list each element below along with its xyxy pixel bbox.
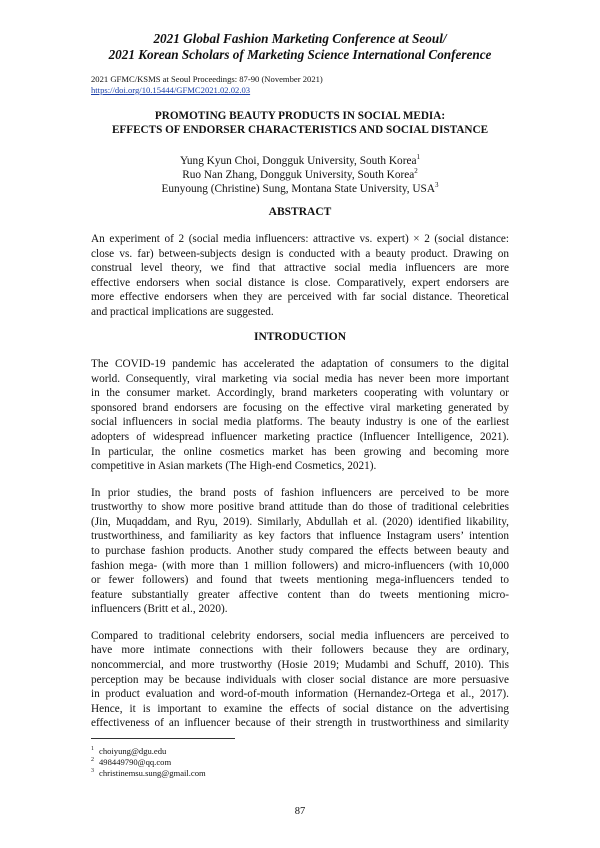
paper-title-line-1: PROMOTING BEAUTY PRODUCTS IN SOCIAL MEDIA: bbox=[154, 110, 446, 122]
introduction-heading: INTRODUCTION bbox=[253, 331, 346, 343]
intro-line: competitive in Asian markets (The High-end Cosmetics, 2021). bbox=[91, 460, 377, 472]
abstract-heading: ABSTRACT bbox=[268, 206, 332, 218]
abstract-line: more effective endorsers when they are perceived with far social distance. Theoretical bbox=[91, 291, 509, 303]
author-line: Eunyoung (Christine) Sung, Montana State University, USA$^3$ bbox=[161, 181, 439, 195]
abstract-line: construal level theory, we find that attractive social media influencers are more bbox=[91, 262, 509, 274]
intro-line: effectiveness of an influencer because of their strength in trustworthiness and similarity bbox=[91, 717, 509, 729]
intro-line: feature substantially greater affective content than do tweets mentioning micro- bbox=[91, 589, 509, 601]
intro-line: trustworthiness, and familiarity as key factors that influence Instagram users’ intention bbox=[91, 530, 509, 542]
intro-line: Compared to traditional celebrity endorsers, social media influencers are perceived to bbox=[91, 630, 509, 642]
footnote-divider bbox=[91, 738, 235, 739]
intro-line: trustworthy to show more positive brand attitude than do those of traditional celebrities bbox=[91, 501, 509, 513]
intro-line: noncommercial, and more trustworthy (Hosie 2019; Mudambi and Schuff, 2010). This bbox=[91, 659, 509, 671]
abstract-line: close vs. far) between-subjects design is conducted with a beauty product. Drawing on bbox=[91, 248, 509, 260]
abstract-line: effective endorsers when social distance is close. Comparatively, expert endorsers are bbox=[91, 277, 509, 289]
proceedings-info: 2021 GFMC/KSMS at Seoul Proceedings: 87-90 (November 2021) bbox=[91, 74, 323, 84]
intro-line: fashion mega- (with more than 1 million followers) and micro-influencers (with 10,000 bbox=[91, 560, 509, 572]
paper-title-line-2: EFFECTS OF ENDORSER CHARACTERISTICS AND SOCIAL DISTANCE bbox=[111, 124, 489, 136]
intro-line: social influencers in social media platforms. The beauty industry is one of the earliest bbox=[91, 416, 509, 428]
intro-line: sponsored brand endorsers are focusing on the effective viral marketing generated by bbox=[91, 402, 509, 414]
intro-line: influencers (Britt et al., 2020). bbox=[91, 603, 228, 615]
intro-line: (Jin, Muqaddam, and Ryu, 2019). Similarly, Abdullah et al. (2020) identified likability, bbox=[91, 516, 509, 528]
intro-line: In particular, the online cosmetics market has been growing and becoming more bbox=[91, 446, 509, 458]
footnote: $^1$ choiyung@dgu.edu bbox=[91, 745, 167, 756]
intro-line: have more intimate connections with their followers because they are ordinary, bbox=[91, 644, 509, 656]
intro-line: or fewer followers) and found that tweets mentioning mega-influencers tended to bbox=[91, 574, 509, 586]
footnote: $^2$ 498449790@qq.com bbox=[91, 756, 172, 767]
intro-line: in product evaluation and word-of-mouth information (Hernandez-Ortega et al., 2017). bbox=[91, 688, 509, 700]
intro-line: The COVID-19 pandemic has accelerated the adaptation of consumers to the digital bbox=[91, 358, 509, 370]
doi-link[interactable]: https://doi.org/10.15444/GFMC2021.02.02.03 bbox=[91, 85, 251, 95]
footnote: $^3$ christinemsu.sung@gmail.com bbox=[91, 767, 206, 778]
author-line: Yung Kyun Choi, Dongguk University, South Korea$^1$ bbox=[180, 153, 420, 167]
abstract-line: and practical implications are suggested. bbox=[91, 306, 274, 318]
author-line: Ruo Nan Zhang, Dongguk University, South Korea$^2$ bbox=[182, 167, 418, 181]
intro-line: Hence, it is important to examine the effects of social distance on the advertising bbox=[91, 703, 509, 715]
conference-title-line-2: 2021 Korean Scholars of Marketing Science International Conference bbox=[108, 47, 492, 62]
intro-line: perception may be because individuals with closer social distance are more persuasive bbox=[91, 674, 509, 686]
intro-line: In prior studies, the brand posts of fashion influencers are perceived to be more bbox=[91, 487, 509, 499]
conference-title-line-1: 2021 Global Fashion Marketing Conference at Seoul/ bbox=[153, 31, 447, 46]
intro-line: adopters of widespread influencer marketing practice (Influencer Intelligence, 2021). bbox=[91, 431, 509, 443]
page-number: 87 bbox=[294, 806, 306, 817]
intro-line: in the consumer market. Accordingly, brand marketers cooperating with voluntary or bbox=[91, 387, 509, 399]
intro-line: to purchase fashion products. Another study compared the effects between beauty and bbox=[91, 545, 509, 557]
abstract-line: An experiment of 2 (social media influencers: attractive vs. expert) × 2 (social distance: bbox=[91, 233, 509, 245]
intro-line: world. Consequently, viral marketing via social media has never been more important bbox=[91, 373, 509, 385]
